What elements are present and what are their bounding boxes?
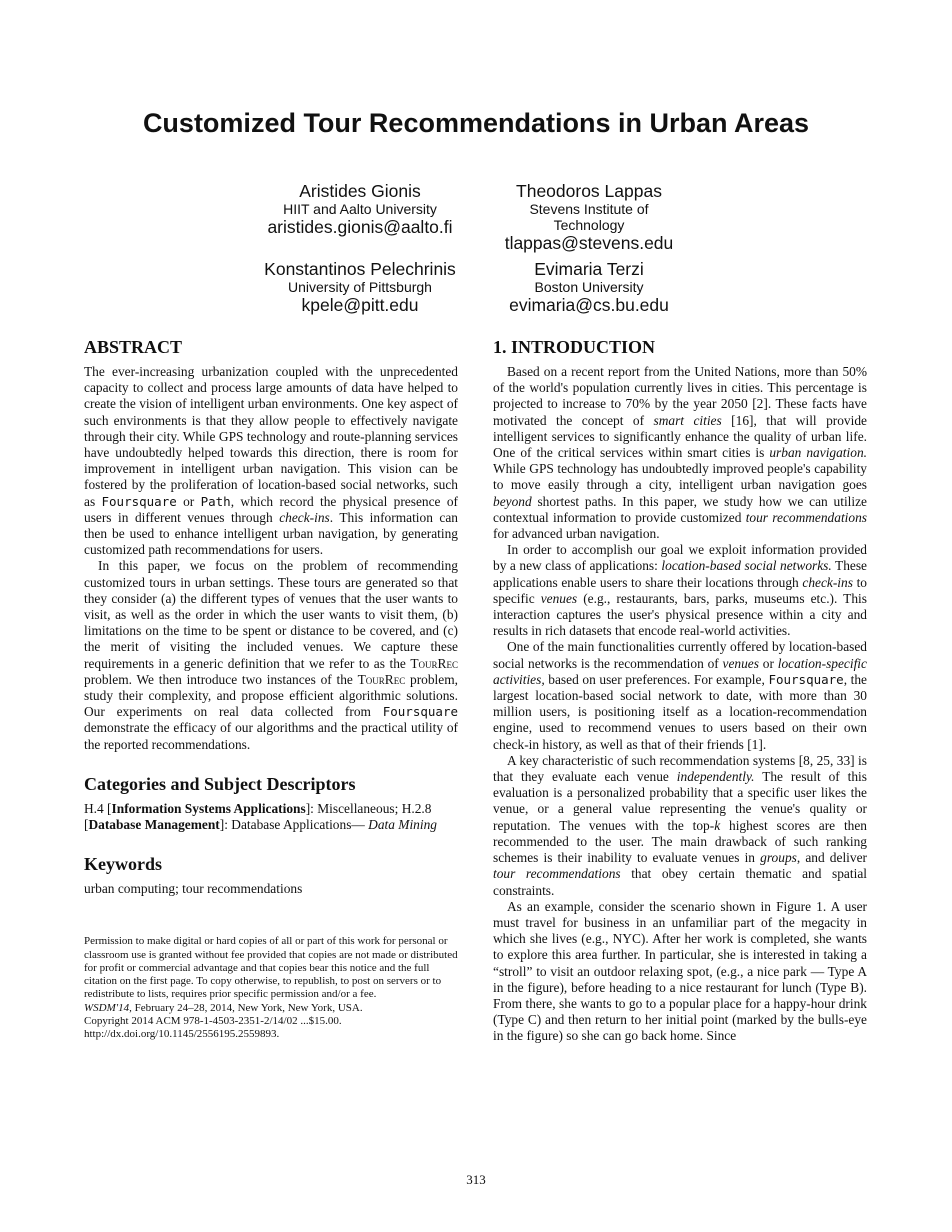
author-name: Evimaria Terzi (534, 259, 644, 279)
author-affiliation: Stevens Institute of (529, 201, 649, 217)
author-block-terzi (478, 259, 700, 315)
author-block-gionis (250, 181, 470, 237)
page-number: 313 (466, 1172, 486, 1187)
categories-heading: Categories and Subject Descriptors (84, 773, 356, 794)
paper-title: Customized Tour Recommendations in Urban Areas (142, 108, 810, 138)
author-affiliation: Boston University (534, 279, 644, 295)
author-name: Konstantinos Pelechrinis (264, 259, 456, 279)
intro-paragraph: As an example, consider the scenario shown in Figure 1. A user must travel for business in an unfamiliar part of the megacity in which she lives (e.g., NYC). After her work is completed, she wants to explore this area further. In particular, she is interested in taking a “stroll” to visit an outdoor relaxing spot, (e.g., a nice park — Type A in the figure), before heading to a nice restaurant for lunch (Type B). From there, she wants to go to a popular place for a happy-hour drink (Type C) and then return to her initial point (marked by the bulls-eye in the figure) so she can go back home. Since (493, 898, 867, 1044)
author-affiliation: Technology (553, 217, 625, 233)
right-column (493, 336, 867, 1045)
keywords-heading: Keywords (84, 854, 162, 875)
abstract-heading: ABSTRACT (84, 337, 183, 357)
abstract-paragraph: In this paper, we focus on the problem of recommending customized tours in urban settings. These tours are generated so that they consider (a) the different types of venues that the user wants to visit, as well as the order in which the user wants to visit them, (b) limitations on the time to be spent or distance to be covered, and (c) the merit of visiting the included venues. We capture these requirements in a generic definition that we refer to as the TourRec problem. We then introduce two instances of the TourRec problem, study their complexity, and propose efficient algorithmic solutions. Our experiments on real data collected from Foursquare demonstrate the efficacy of our algorithms and the practical utility of the reported recommendations. (84, 558, 458, 752)
intro-paragraph: Based on a recent report from the United Nations, more than 50% of the world's population currently lives in cities. This percentage is projected to increase to 70% by the year 2050 [2]. These facts have motivated the concept of smart cities [16], that will provide intelligent services to significantly enhance the quality of urban life. One of the critical services within smart cities is urban navigation. While GPS technology has undoubtedly improved people's capability to move easily through a city, intelligent urban navigation goes beyond shortest paths. In this paper, we study how we can utilize contextual information to provide customized tour recommendations for advanced urban navigation. (493, 364, 867, 542)
categories-text: H.4 [Information Systems Applications]: Miscellaneous; H.2.8 [Database Management]: Database Applications— Data Mining (84, 800, 437, 833)
introduction-heading: 1. INTRODUCTION (493, 337, 656, 357)
author-affiliation: University of Pittsburgh (288, 279, 432, 295)
author-email: evimaria@cs.bu.edu (509, 295, 669, 315)
intro-paragraph: One of the main functionalities currently offered by location-based social networks is the recommendation of venues or location-specific activities, based on user preferences. For example, Foursquare, the largest location-based social network to date, with more than 30 million users, is positioning itself as a location-recommendation engine, used to recommend venues to users based on their own check-in history, as well as that of their friends [1]. (493, 639, 868, 752)
author-block-lappas (478, 181, 700, 253)
author-block-pelechrinis (240, 259, 480, 315)
intro-paragraph: In order to accomplish our goal we exploit information provided by a new class of applications: location-based social networks. These applications enable users to share their locations through check-ins to specific venues (e.g., restaurants, bars, parks, museums etc.). This interaction captures the user's physical presence within a city and results in rich datasets that encode real-world activities. (493, 542, 867, 639)
author-name: Aristides Gionis (299, 181, 421, 201)
keywords-text: urban computing; tour recommendations (84, 881, 303, 897)
author-name: Theodoros Lappas (516, 181, 662, 201)
abstract-paragraph: The ever-increasing urbanization coupled with the unprecedented capacity to collect and process large amounts of data have helped to create the vision of intelligent urban environments. One key aspect of such environments is that they allow people to effectively navigate through their city. While GPS technology and route-planning services have undoubtedly helped towards this direction, there is room for improvement in intelligent urban navigation. This vision can be fostered by the proliferation of location-based social networks, such as Foursquare or Path, which record the physical presence of users in different venues through check-ins. This information can then be used to enhance intelligent urban navigation, by generating customized path recommendations for users. (84, 364, 458, 558)
author-email: tlappas@stevens.edu (504, 233, 674, 253)
author-email: aristides.gionis@aalto.fi (267, 217, 453, 237)
intro-paragraph: A key characteristic of such recommendation systems [8, 25, 33] is that they evaluate each venue independently. The result of this evaluation is a personalized probability that a specific user likes the venue, or a general value representing the venue's quality or reputation. The venues with the top-k highest scores are then recommended to the user. The main drawback of such ranking schemes is their inability to evaluate venues in groups, and deliver tour recommendations that obey certain thematic and spatial constraints. (493, 752, 867, 898)
left-column (84, 336, 458, 1041)
author-affiliation: HIIT and Aalto University (283, 201, 437, 217)
author-email: kpele@pitt.edu (301, 295, 419, 315)
permission-notice: Permission to make digital or hard copies of all or part of this work for personal or classroom use is granted without fee provided that copies are not made or distributed for profit or commercial advantage and that copies bear this notice and the full citation on the first page. To copy otherwise, to republish, to post on servers or to redistribute to lists, requires prior specific permission and/or a fee. WSDM'14, February 24–28, 2014, New York, New York, USA. Copyright 2014 ACM 978-1-4503-2351-2/14/02 ...$15.00. http://dx.doi.org/10.1145/2556195.2559893. (84, 935, 458, 1040)
